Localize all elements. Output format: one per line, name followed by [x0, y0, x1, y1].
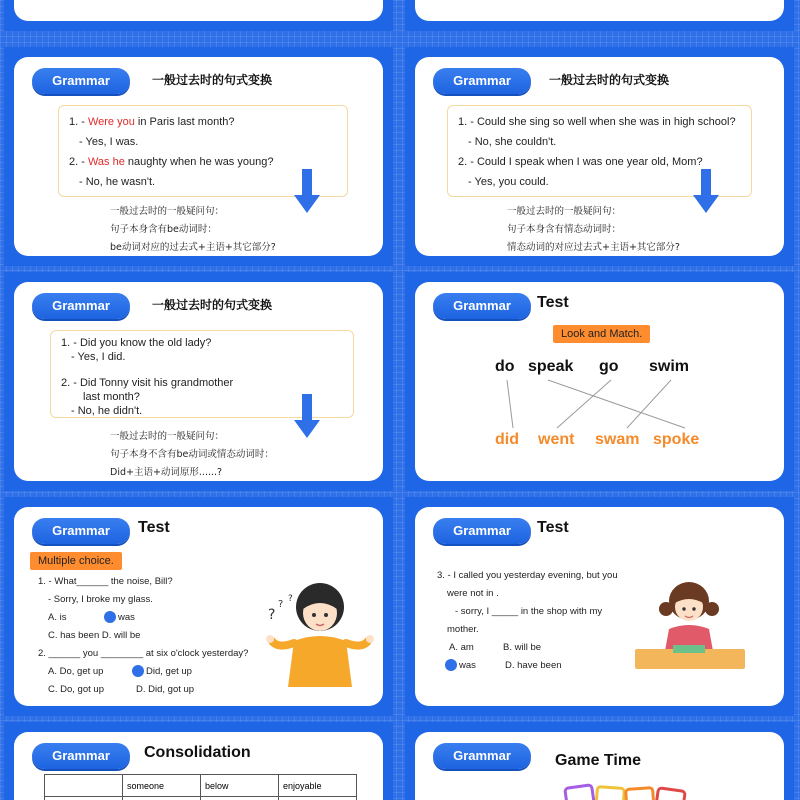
- table-row: [45, 797, 357, 800]
- question-1: 1. - What______ the noise, Bill?: [38, 576, 173, 587]
- slide-test-choice-1[interactable]: [4, 497, 393, 716]
- slide-card: [14, 282, 383, 481]
- slide-title: Consolidation: [144, 744, 251, 761]
- studying-girl-illustration: [633, 579, 747, 679]
- slide-title: Test: [138, 519, 170, 536]
- svg-text:?: ?: [278, 599, 284, 610]
- vocab-table: [44, 774, 357, 800]
- verb-swim[interactable]: swim: [649, 358, 690, 375]
- verb-speak[interactable]: speak: [528, 358, 574, 375]
- slide-title: Test: [537, 294, 569, 311]
- question-2: 2. ______ you ________ at six o'clock yesterday?: [38, 648, 249, 659]
- table-cell: [45, 775, 123, 797]
- past-did[interactable]: did: [495, 431, 519, 448]
- option-cd[interactable]: C. has been D. will be: [48, 630, 141, 641]
- question-3: 3. - I called you yesterday evening, but you were not in . - sorry, I _____ in the shop with my mother.: [437, 570, 618, 635]
- verb-go[interactable]: go: [599, 358, 619, 375]
- grammar-badge: Grammar: [433, 518, 531, 544]
- slide-title: 一般过去时的句式变换: [152, 73, 273, 87]
- grammar-notes: 一般过去时的一般疑问句： 句子本身不含有be动词或情态动词时： Did+主语+动词原形......?: [110, 431, 274, 478]
- answer-1: - Yes, I was.: [79, 136, 139, 148]
- table-cell: [45, 797, 123, 800]
- verb-do[interactable]: do: [495, 358, 515, 375]
- slide-partial-right[interactable]: [405, 0, 794, 31]
- slide-grammar-2[interactable]: [405, 47, 794, 266]
- confused-girl-illustration: [262, 579, 374, 691]
- past-spoke[interactable]: spoke: [653, 431, 700, 448]
- table-row: [45, 775, 357, 797]
- table-cell: enjoyable: [279, 775, 357, 797]
- grammar-badge: Grammar: [32, 293, 130, 319]
- option-b[interactable]: Did, get up: [132, 663, 192, 681]
- answer-line: - Sorry, I broke my glass.: [48, 594, 153, 605]
- slide-card: [14, 57, 383, 256]
- option-c[interactable]: was: [445, 657, 476, 675]
- question-box: 1. - Did you know the old lady? - Yes, I did. 2. - Did Tonny visit his grandmother last month? - No, he didn't.: [50, 330, 354, 418]
- arrow-down-icon: [294, 394, 320, 440]
- selected-dot-icon: [104, 611, 116, 623]
- option-a[interactable]: A. Do, get up: [48, 666, 104, 677]
- answer-2: - No, he wasn't.: [79, 176, 156, 188]
- grammar-badge: Grammar: [433, 68, 531, 94]
- match-lines: [415, 282, 784, 481]
- svg-text:?: ?: [288, 594, 293, 604]
- grammar-badge: Grammar: [32, 743, 130, 769]
- slide-title: 一般过去时的句式变换: [549, 73, 670, 87]
- instruction-tag: Multiple choice.: [30, 552, 122, 570]
- grammar-badge: Grammar: [32, 518, 130, 544]
- question-1: 1. - Were you in Paris last month?: [69, 116, 235, 128]
- slide-card: [415, 0, 784, 21]
- table-cell: [123, 797, 201, 800]
- question-2: 2. - Was he naughty when he was young?: [69, 156, 274, 168]
- slide-card: [415, 282, 784, 481]
- slide-card: [14, 507, 383, 706]
- instruction-tag: Look and Match.: [553, 325, 650, 343]
- selected-dot-icon: [445, 659, 457, 671]
- option-d[interactable]: D. Did, got up: [136, 684, 195, 695]
- svg-text:?: ?: [268, 607, 276, 623]
- past-went[interactable]: went: [538, 431, 575, 448]
- slide-title: Test: [537, 519, 569, 536]
- slide-test-choice-2[interactable]: [405, 497, 794, 716]
- table-cell: [201, 797, 279, 800]
- table-cell: below: [201, 775, 279, 797]
- option-a[interactable]: A. am: [449, 642, 474, 653]
- slide-grammar-1[interactable]: [4, 47, 393, 266]
- slide-card: [415, 57, 784, 256]
- grammar-badge: Grammar: [32, 68, 130, 94]
- option-d[interactable]: D. have been: [505, 660, 562, 671]
- slide-card: [14, 0, 383, 21]
- game-card-orange[interactable]: [624, 786, 656, 800]
- selected-dot-icon: [132, 665, 144, 677]
- grammar-notes: 一般过去时的一般疑问句： 句子本身含有be动词时： be动词对应的过去式+主语+其它部分?: [110, 206, 276, 253]
- grammar-badge: Grammar: [433, 743, 531, 769]
- arrow-down-icon: [693, 169, 719, 215]
- game-card-purple[interactable]: [563, 783, 597, 800]
- past-swam[interactable]: swam: [595, 431, 640, 448]
- grammar-badge: Grammar: [433, 293, 531, 319]
- option-c[interactable]: C. Do, got up: [48, 684, 104, 695]
- slide-title: 一般过去时的句式变换: [152, 298, 273, 312]
- grammar-notes: 一般过去时的一般疑问句： 句子本身含有情态动词时： 情态动词的对应过去式+主语+其它部分?: [507, 206, 680, 253]
- table-cell: [279, 797, 357, 800]
- game-card-red[interactable]: [653, 786, 687, 800]
- slide-grammar-3[interactable]: [4, 272, 393, 491]
- slide-card: [415, 732, 784, 800]
- slide-game-time[interactable]: [405, 722, 794, 800]
- slide-test-match[interactable]: [405, 272, 794, 491]
- game-card-yellow[interactable]: [594, 785, 626, 800]
- slide-card: [415, 507, 784, 706]
- option-a[interactable]: A. is: [48, 612, 67, 623]
- slide-consolidation[interactable]: [4, 722, 393, 800]
- option-b[interactable]: B. will be: [503, 642, 542, 653]
- option-b[interactable]: was: [104, 609, 135, 627]
- table-cell: someone: [123, 775, 201, 797]
- question-box: 1. - Could she sing so well when she was in high school? - No, she couldn't. 2. - Could I speak when I was one year old, Mom? - Yes, you could.: [447, 105, 752, 197]
- slide-partial-left[interactable]: [4, 0, 393, 31]
- slide-card: [14, 732, 383, 800]
- arrow-down-icon: [294, 169, 320, 215]
- slide-title: Game Time: [555, 752, 641, 769]
